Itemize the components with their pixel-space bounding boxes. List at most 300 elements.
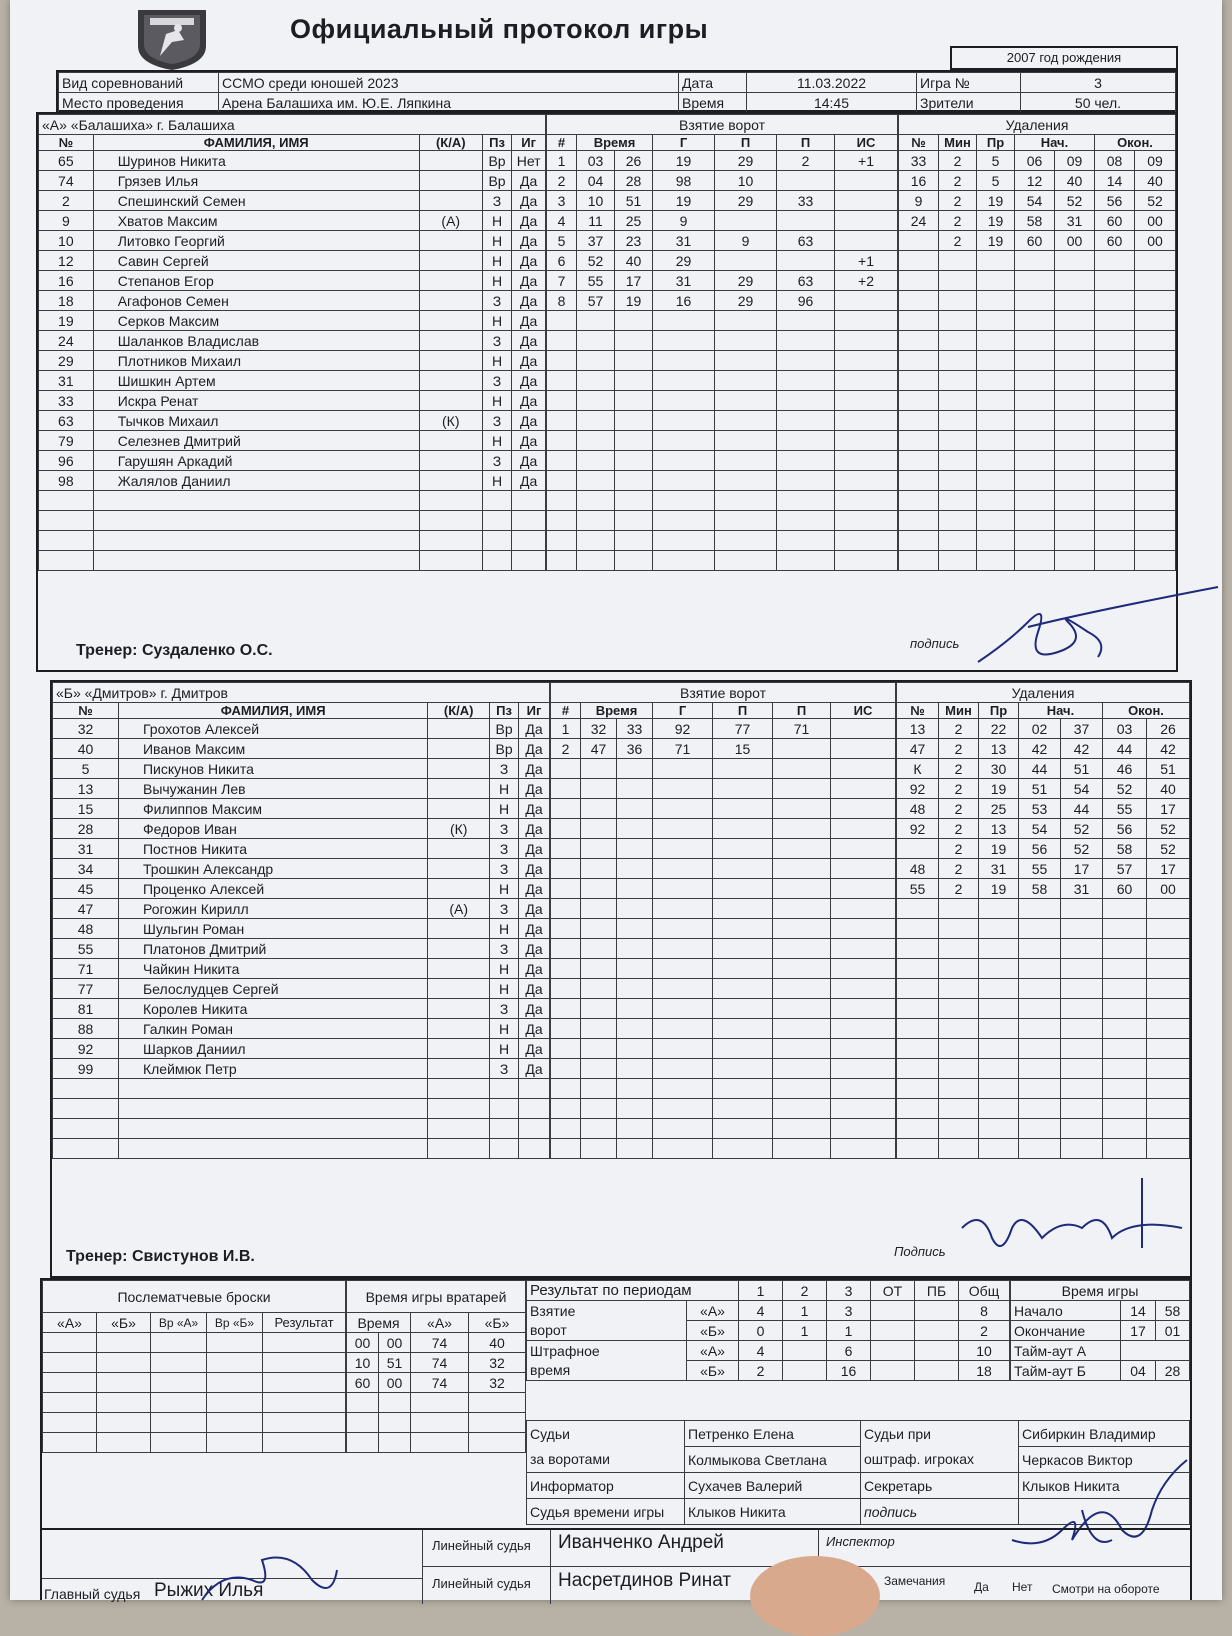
penalty-minutes: 2 <box>939 191 977 211</box>
goal-second <box>617 939 653 959</box>
pim-a-p1: 4 <box>739 1341 783 1361</box>
goal-assist-1 <box>713 1039 773 1059</box>
team-b-penalty-row <box>897 819 1190 839</box>
penalty-reason: 19 <box>979 779 1019 799</box>
spectators-label: Зрители <box>917 93 1021 113</box>
penalty-player: 48 <box>897 799 939 819</box>
goal-scorer: 19 <box>653 151 715 171</box>
penalty-reason <box>977 551 1015 571</box>
player-position: Н <box>490 959 519 979</box>
player-name: Филиппов Максим <box>118 799 427 819</box>
goal-assist-2 <box>773 1059 831 1079</box>
penalty-start-min: 58 <box>1015 211 1055 231</box>
penalty-player <box>899 271 939 291</box>
team-a-goal-row <box>547 391 898 411</box>
goal-judge-1: Петренко Елена <box>685 1421 861 1447</box>
team-b-penalties <box>896 682 1190 1159</box>
team-b-player-row <box>53 839 550 859</box>
goalie-col-time: Время <box>347 1313 411 1333</box>
goalie-minute <box>347 1433 379 1453</box>
col-role: (К/А) <box>428 703 490 719</box>
team-a-penalty-row <box>899 511 1176 531</box>
team-a-penalty-row <box>899 211 1176 231</box>
player-position: Вр <box>490 739 519 759</box>
penalty-player <box>899 411 939 431</box>
team-a-penalty-row <box>899 531 1176 551</box>
penalty-end-sec <box>1135 311 1176 331</box>
penalty-minutes <box>939 959 979 979</box>
penalty-end-min: 60 <box>1095 231 1135 251</box>
penalty-minutes: 2 <box>939 859 979 879</box>
penalty-minutes: 2 <box>939 759 979 779</box>
player-name: Шишкин Артем <box>93 371 419 391</box>
player-number: 55 <box>53 939 119 959</box>
player-role <box>428 759 490 779</box>
goal-assist-1 <box>715 331 777 351</box>
goal-assist-1 <box>713 879 773 899</box>
player-position: Н <box>482 471 511 491</box>
penalty-player <box>899 491 939 511</box>
goals-label-1: Взятие <box>527 1301 687 1321</box>
goal-minute <box>581 1059 617 1079</box>
player-number: 32 <box>53 719 119 739</box>
goal-strength <box>835 431 898 451</box>
time-value: 14:45 <box>747 93 917 113</box>
penalty-start-min: 54 <box>1015 191 1055 211</box>
player-role <box>419 271 482 291</box>
shootout-cell <box>263 1393 346 1413</box>
penalty-box-label-1: Судьи при <box>861 1421 1019 1447</box>
penalty-player <box>897 1019 939 1039</box>
col-name: ФАМИЛИЯ, ИМЯ <box>93 135 419 151</box>
goalie-team-b <box>469 1393 526 1413</box>
goal-scorer <box>653 351 715 371</box>
col-pen-end: Окон. <box>1095 135 1176 151</box>
player-position: Н <box>490 779 519 799</box>
shootout-cell <box>97 1333 151 1353</box>
goalie-minute: 60 <box>347 1373 379 1393</box>
team-a-coach: Тренер: Суздаленко О.С. <box>76 642 273 659</box>
penalty-end-min: 46 <box>1103 759 1147 779</box>
player-role <box>428 999 490 1019</box>
goalie-minute <box>347 1393 379 1413</box>
goal-assist-1: 29 <box>715 291 777 311</box>
goal-scorer <box>653 371 715 391</box>
penalty-reason: 19 <box>979 879 1019 899</box>
goal-scorer <box>653 1079 713 1099</box>
penalty-end-sec <box>1135 491 1176 511</box>
penalty-end-min <box>1103 1139 1147 1159</box>
player-played: Да <box>519 939 550 959</box>
game-number-label: Игра № <box>917 73 1021 93</box>
col-number: № <box>39 135 94 151</box>
penalty-start-sec: 52 <box>1061 839 1103 859</box>
goalie-team-a: 74 <box>411 1333 469 1353</box>
penalty-start-sec: 54 <box>1061 779 1103 799</box>
goal-assist-2: 63 <box>777 271 835 291</box>
shootout-cell <box>151 1333 207 1353</box>
team-a-goal-row <box>547 431 898 451</box>
shootout-col-b: «Б» <box>97 1313 151 1333</box>
penalty-end-sec <box>1147 1139 1190 1159</box>
team-b-penalty-row <box>897 1039 1190 1059</box>
penalty-end-min <box>1103 939 1147 959</box>
player-name <box>93 551 419 571</box>
col-goal-number: # <box>547 135 577 151</box>
goal-assist-2 <box>773 939 831 959</box>
team-b-player-row <box>53 959 550 979</box>
goal-assist-2 <box>773 1099 831 1119</box>
penalty-start-min <box>1019 999 1061 1019</box>
goal-number <box>547 531 577 551</box>
penalty-end-min: 14 <box>1095 171 1135 191</box>
penalty-player: 24 <box>899 211 939 231</box>
col-goal-scorer: Г <box>653 703 713 719</box>
goal-strength <box>831 1059 896 1079</box>
penalty-end-min <box>1095 431 1135 451</box>
goalie-time-row <box>347 1373 526 1393</box>
goal-scorer <box>653 879 713 899</box>
team-a-penalty-row <box>899 311 1176 331</box>
team-b-penalty-row <box>897 919 1190 939</box>
penalty-end-sec <box>1147 1059 1190 1079</box>
goal-assist-1 <box>713 1139 773 1159</box>
penalty-reason <box>977 531 1015 551</box>
penalty-end-sec <box>1147 959 1190 979</box>
penalty-start-sec <box>1055 371 1095 391</box>
player-role <box>428 859 490 879</box>
shootout-table <box>42 1280 346 1453</box>
penalty-reason: 19 <box>977 191 1015 211</box>
player-name: Литовко Георгий <box>93 231 419 251</box>
player-role <box>419 191 482 211</box>
goal-second <box>617 759 653 779</box>
penalty-reason <box>977 331 1015 351</box>
player-name: Чайкин Никита <box>118 959 427 979</box>
goalie-team-b: 32 <box>469 1373 526 1393</box>
penalty-start-min <box>1019 899 1061 919</box>
goal-number: 1 <box>551 719 581 739</box>
goal-assist-1 <box>713 999 773 1019</box>
goal-assist-2 <box>777 251 835 271</box>
goal-assist-2 <box>773 999 831 1019</box>
penalty-start-min: 51 <box>1019 779 1061 799</box>
goal-second <box>617 919 653 939</box>
penalty-minutes <box>939 1019 979 1039</box>
penalty-end-sec <box>1147 1039 1190 1059</box>
team-b-player-row <box>53 999 550 1019</box>
player-role <box>419 231 482 251</box>
penalty-start-min <box>1015 331 1055 351</box>
penalty-player <box>897 1059 939 1079</box>
penalty-start-min: 56 <box>1019 839 1061 859</box>
col-role: (К/А) <box>419 135 482 151</box>
remarks-no: Нет <box>1012 1580 1033 1594</box>
goal-assist-1: 15 <box>713 739 773 759</box>
pim-team-b: «Б» <box>687 1361 739 1381</box>
goal-strength <box>831 1099 896 1119</box>
player-name <box>118 1119 427 1139</box>
goal-number <box>551 1119 581 1139</box>
venue-label: Место проведения <box>59 93 219 113</box>
protocol-sheet <box>10 0 1222 1600</box>
secretary-label: Секретарь <box>861 1473 1019 1499</box>
team-a-player-row <box>39 191 546 211</box>
player-name: Пискунов Никита <box>118 759 427 779</box>
player-number <box>39 491 94 511</box>
player-name: Грохотов Алексей <box>118 719 427 739</box>
player-number <box>53 1099 119 1119</box>
goal-number: 7 <box>547 271 577 291</box>
penalty-reason <box>979 999 1019 1019</box>
goalie-minute: 00 <box>347 1333 379 1353</box>
start-label: Начало <box>1011 1301 1121 1321</box>
goalie-col-a: «А» <box>411 1313 469 1333</box>
goal-strength <box>835 551 898 571</box>
penalty-start-min <box>1019 959 1061 979</box>
goalie-second <box>379 1433 411 1453</box>
player-role <box>419 511 482 531</box>
goal-scorer <box>653 471 715 491</box>
penalty-start-min <box>1015 431 1055 451</box>
col-pen-min: Мин <box>939 135 977 151</box>
penalty-end-sec <box>1135 331 1176 351</box>
team-a-penalties-title: Удаления <box>899 115 1176 135</box>
goal-strength <box>835 371 898 391</box>
player-position <box>490 1079 519 1099</box>
goal-assist-1 <box>715 411 777 431</box>
goal-minute <box>581 939 617 959</box>
goal-minute <box>581 999 617 1019</box>
spectators-value: 50 чел. <box>1021 93 1176 113</box>
col-assist-2: П <box>777 135 835 151</box>
goals-b-p2: 1 <box>783 1321 827 1341</box>
penalty-reason <box>979 1119 1019 1139</box>
player-role <box>428 1039 490 1059</box>
shootout-cell <box>263 1353 346 1373</box>
goal-second <box>615 351 653 371</box>
penalty-reason <box>977 251 1015 271</box>
penalty-end-sec: 00 <box>1135 231 1176 251</box>
penalty-end-sec <box>1135 251 1176 271</box>
penalty-start-min: 06 <box>1015 151 1055 171</box>
team-a-player-row <box>39 411 546 431</box>
player-name <box>118 1099 427 1119</box>
player-position: Н <box>482 311 511 331</box>
col-pen-start: Нач. <box>1015 135 1095 151</box>
player-played <box>519 1119 550 1139</box>
goal-assist-1: 29 <box>715 271 777 291</box>
goal-assist-1 <box>713 979 773 999</box>
team-b-penalty-row <box>897 739 1190 759</box>
player-position: Н <box>482 251 511 271</box>
player-name: Иванов Максим <box>118 739 427 759</box>
shootout-cell <box>207 1413 263 1433</box>
goal-strength <box>835 211 898 231</box>
penalty-end-sec: 52 <box>1147 819 1190 839</box>
league-logo-icon <box>132 6 212 72</box>
penalty-end-min <box>1103 979 1147 999</box>
goal-number <box>547 451 577 471</box>
goal-minute <box>581 839 617 859</box>
penalty-end-sec <box>1135 511 1176 531</box>
penalty-start-sec <box>1061 899 1103 919</box>
penalty-end-sec <box>1135 291 1176 311</box>
goalie-time-table <box>346 1280 526 1453</box>
player-number: 15 <box>53 799 119 819</box>
penalty-reason <box>977 351 1015 371</box>
team-a-goal-row <box>547 371 898 391</box>
penalty-start-sec <box>1055 511 1095 531</box>
penalty-start-min <box>1019 1039 1061 1059</box>
penalty-reason: 19 <box>979 839 1019 859</box>
goal-minute: 04 <box>577 171 615 191</box>
penalty-end-min <box>1103 1099 1147 1119</box>
goal-minute <box>577 371 615 391</box>
penalty-end-sec <box>1135 451 1176 471</box>
timekeeper-value: Клыков Никита <box>685 1499 861 1525</box>
goal-minute <box>581 879 617 899</box>
team-b-player-row <box>53 759 550 779</box>
player-played <box>519 1139 550 1159</box>
player-played: Да <box>519 979 550 999</box>
penalty-reason <box>979 1099 1019 1119</box>
team-a-player-row <box>39 351 546 371</box>
player-number: 92 <box>53 1039 119 1059</box>
player-number: 19 <box>39 311 94 331</box>
penalty-player <box>897 959 939 979</box>
player-played: Да <box>512 411 546 431</box>
goals-a-pb <box>915 1301 959 1321</box>
penalty-player: 16 <box>899 171 939 191</box>
goal-strength <box>831 779 896 799</box>
player-number <box>53 1079 119 1099</box>
player-number: 88 <box>53 1019 119 1039</box>
team-a-penalty-row <box>899 151 1176 171</box>
penalty-end-sec: 40 <box>1147 779 1190 799</box>
goal-assist-2 <box>777 491 835 511</box>
goal-second <box>617 1119 653 1139</box>
penalty-end-sec <box>1135 411 1176 431</box>
goalie-team-b <box>469 1413 526 1433</box>
goal-scorer <box>653 311 715 331</box>
end-label: Окончание <box>1011 1321 1121 1341</box>
penalty-start-sec: 31 <box>1055 211 1095 231</box>
penalty-player <box>897 899 939 919</box>
player-number: 79 <box>39 431 94 451</box>
penalty-end-min: 60 <box>1095 211 1135 231</box>
team-b-player-row <box>53 879 550 899</box>
goal-scorer: 29 <box>653 251 715 271</box>
col-assist-2: П <box>773 703 831 719</box>
team-a-penalty-row <box>899 411 1176 431</box>
penalty-player: 92 <box>897 779 939 799</box>
penalty-judge-2: Черкасов Виктор <box>1019 1447 1190 1473</box>
penalty-minutes <box>939 979 979 999</box>
goal-second <box>617 859 653 879</box>
goal-assist-2 <box>777 171 835 191</box>
penalty-end-min: 57 <box>1103 859 1147 879</box>
penalty-start-min <box>1015 291 1055 311</box>
team-a-goal-row <box>547 491 898 511</box>
referee-value: Рыжих Илья <box>154 1580 264 1601</box>
team-b-penalty-row <box>897 1059 1190 1079</box>
penalty-reason: 30 <box>979 759 1019 779</box>
shootout-cell <box>263 1373 346 1393</box>
player-role <box>428 1139 490 1159</box>
penalty-start-sec <box>1061 939 1103 959</box>
goal-second: 36 <box>617 739 653 759</box>
player-role <box>419 151 482 171</box>
penalty-minutes <box>939 1059 979 1079</box>
penalty-minutes <box>939 491 977 511</box>
team-b-section <box>50 680 1192 1278</box>
shootout-cell <box>207 1353 263 1373</box>
player-role <box>419 551 482 571</box>
penalty-reason <box>977 471 1015 491</box>
player-name: Жалялов Даниил <box>93 471 419 491</box>
penalty-start-sec <box>1055 351 1095 371</box>
team-a-player-row <box>39 391 546 411</box>
page-title: Официальный протокол игры <box>290 14 709 44</box>
goal-number <box>551 799 581 819</box>
penalty-start-sec <box>1061 1079 1103 1099</box>
game-time-title: Время игры <box>1011 1281 1190 1301</box>
game-time-table <box>1010 1280 1190 1381</box>
penalty-end-min <box>1103 1039 1147 1059</box>
penalty-start-min <box>1015 471 1055 491</box>
goal-assist-1 <box>713 899 773 919</box>
goal-assist-2 <box>777 431 835 451</box>
end-sec: 01 <box>1156 1321 1190 1341</box>
player-number: 99 <box>53 1059 119 1079</box>
penalty-start-sec: 09 <box>1055 151 1095 171</box>
penalty-end-min <box>1103 1119 1147 1139</box>
penalty-reason <box>979 919 1019 939</box>
player-name: Серков Максим <box>93 311 419 331</box>
penalty-start-sec: 52 <box>1061 819 1103 839</box>
team-b-goal-row <box>551 1059 896 1079</box>
player-number: 65 <box>39 151 94 171</box>
penalty-player: 55 <box>897 879 939 899</box>
start-sec: 58 <box>1156 1301 1190 1321</box>
penalty-reason <box>979 1079 1019 1099</box>
team-a-player-row <box>39 211 546 231</box>
player-position <box>482 511 511 531</box>
penalty-start-min: 60 <box>1015 231 1055 251</box>
player-played: Да <box>512 271 546 291</box>
team-a-goal-row <box>547 331 898 351</box>
player-played: Да <box>519 739 550 759</box>
team-b-player-row <box>53 1039 550 1059</box>
penalty-start-min: 02 <box>1019 719 1061 739</box>
penalty-minutes <box>939 371 977 391</box>
player-played: Да <box>512 331 546 351</box>
player-position: Н <box>482 271 511 291</box>
team-b-goal-row <box>551 979 896 999</box>
team-a-goal-row <box>547 171 898 191</box>
penalty-minutes: 2 <box>939 719 979 739</box>
penalty-end-sec: 17 <box>1147 859 1190 879</box>
goal-strength <box>831 959 896 979</box>
player-played: Да <box>519 779 550 799</box>
penalty-start-sec: 51 <box>1061 759 1103 779</box>
team-a-penalty-row <box>899 451 1176 471</box>
thumb-image <box>750 1556 880 1636</box>
linesman-1: Иванченко Андрей <box>558 1532 724 1553</box>
team-b-goal-row <box>551 759 896 779</box>
penalty-end-sec: 42 <box>1147 739 1190 759</box>
